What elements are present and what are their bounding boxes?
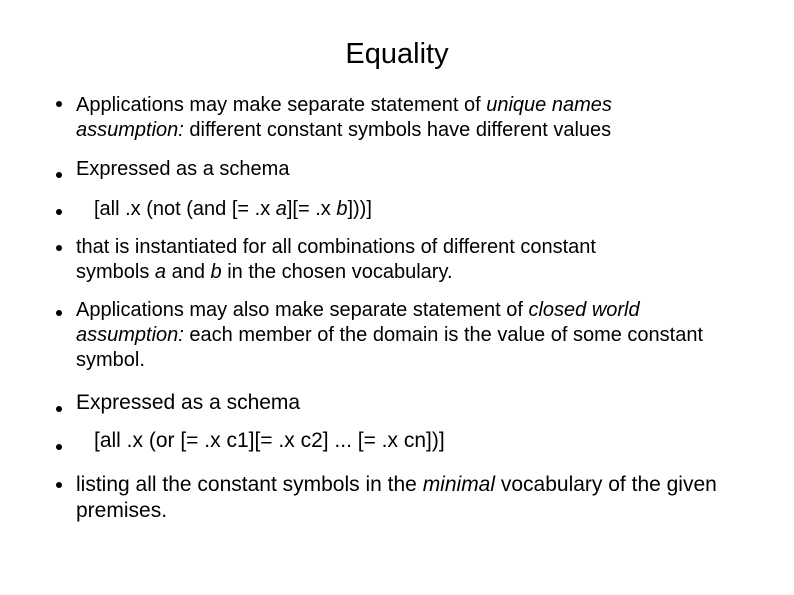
bullet-text: Expressed as a schema — [76, 391, 301, 414]
bullet-dot-icon — [56, 101, 62, 107]
bullet-dot-icon — [56, 245, 62, 251]
bullet-text: listing all the constant symbols in the minimal vocabulary of the given premises. — [76, 473, 717, 522]
bullet-dot-icon — [56, 482, 62, 488]
bullet-dot-icon — [56, 310, 62, 316]
bullet-dot-icon — [56, 406, 62, 412]
bullet-text: [all .x (not (and [= .x a][= .x b]))] — [94, 198, 372, 220]
bullet-dot-icon — [56, 209, 62, 215]
bullet-dot-icon — [56, 444, 62, 450]
bullet-text: [all .x (or [= .x c1][= .x c2] ... [= .x cn])] — [94, 429, 445, 452]
slide-title: Equality — [345, 38, 449, 70]
bullet-text: that is instantiated for all combinations of different constant symbols a and b in the chosen vocabulary. — [76, 236, 596, 283]
bullet-text: Applications may also make separate statement of closed world assumption: each member of the domain is the value of some constant symbol. — [76, 299, 704, 371]
bullet-dot-icon — [56, 172, 62, 178]
bullet-text: Expressed as a schema — [76, 158, 290, 180]
bullet-text: Applications may make separate statement of unique names assumption: different constant symbols have different values — [76, 94, 612, 141]
